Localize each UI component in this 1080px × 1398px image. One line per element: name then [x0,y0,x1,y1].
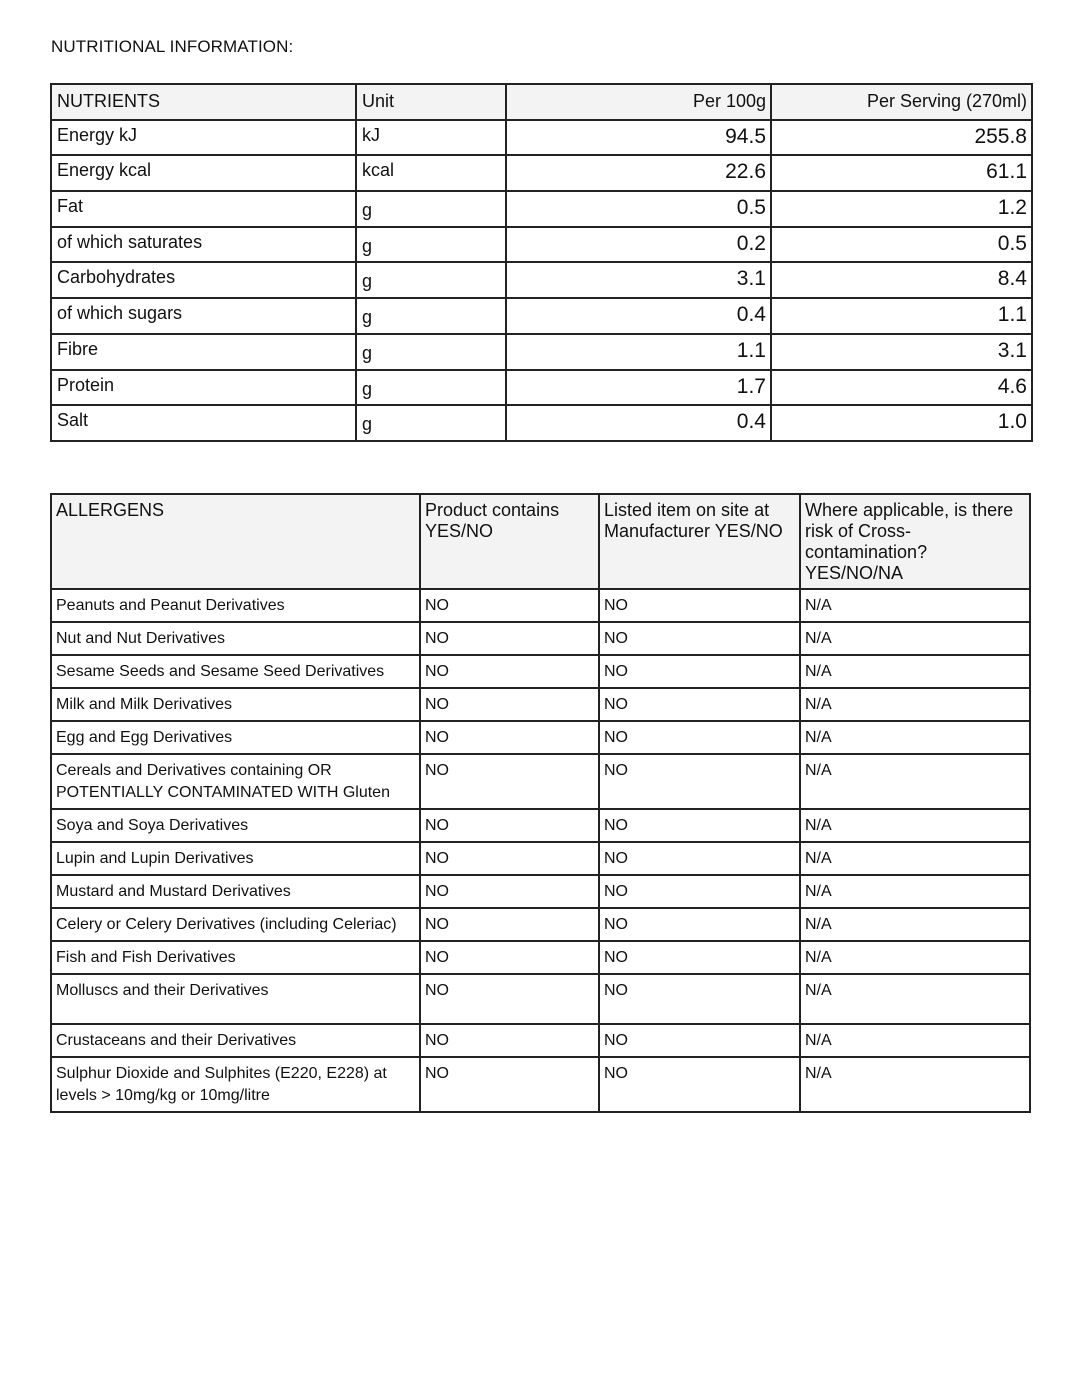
table-row [51,941,1030,974]
table-row [51,298,1032,334]
allergens-table [50,493,1031,1113]
nutrient-unit: g [356,191,506,227]
product-contains-value: NO [420,655,599,688]
allergen-name: Egg and Egg Derivatives [51,721,420,754]
per-serving-value: 255.8 [771,120,1032,156]
table-row [51,875,1030,908]
listed-on-site-header: Listed item on site at Manufacturer YES/NO [599,494,800,589]
nutrient-name: of which saturates [51,227,356,263]
cross-contamination-value: N/A [800,589,1030,622]
cross-contamination-value: N/A [800,941,1030,974]
allergens-header: ALLERGENS [51,494,420,589]
table-row [51,688,1030,721]
nutrient-name: Fibre [51,334,356,370]
nutrient-name: Protein [51,370,356,406]
nutrient-unit: g [356,227,506,263]
table-row [51,655,1030,688]
listed-on-site-value: NO [599,842,800,875]
nutrition-header-row [51,84,1032,120]
table-row [51,334,1032,370]
cross-contamination-value: N/A [800,842,1030,875]
nutrient-unit: g [356,405,506,441]
allergens-header-row [51,494,1030,589]
cross-contamination-value: N/A [800,721,1030,754]
nutrient-unit: kJ [356,120,506,156]
cross-contamination-value: N/A [800,1024,1030,1057]
allergen-name: Soya and Soya Derivatives [51,809,420,842]
table-row [51,589,1030,622]
nutrition-table [50,83,1033,442]
per-serving-header: Per Serving (270ml) [771,84,1032,120]
allergen-name: Milk and Milk Derivatives [51,688,420,721]
per-serving-value: 1.2 [771,191,1032,227]
per-serving-value: 1.1 [771,298,1032,334]
listed-on-site-value: NO [599,941,800,974]
per-serving-value: 61.1 [771,155,1032,191]
per-100g-header: Per 100g [506,84,771,120]
table-row [51,370,1032,406]
table-row [51,721,1030,754]
nutrient-name: Salt [51,405,356,441]
per-100g-value: 1.1 [506,334,771,370]
cross-contamination-value: N/A [800,655,1030,688]
cross-contamination-value: N/A [800,809,1030,842]
product-contains-value: NO [420,974,599,1024]
allergen-name: Nut and Nut Derivatives [51,622,420,655]
nutrient-name: of which sugars [51,298,356,334]
allergen-name: Peanuts and Peanut Derivatives [51,589,420,622]
listed-on-site-value: NO [599,974,800,1024]
allergen-name: Celery or Celery Derivatives (including Celeriac) [51,908,420,941]
table-row [51,155,1032,191]
per-100g-value: 94.5 [506,120,771,156]
allergen-name: Cereals and Derivatives containing OR POTENTIALLY CONTAMINATED WITH Gluten [51,754,420,809]
allergen-name: Crustaceans and their Derivatives [51,1024,420,1057]
nutrient-name: Fat [51,191,356,227]
allergen-name: Molluscs and their Derivatives [51,974,420,1024]
nutrient-unit: g [356,262,506,298]
table-row [51,1024,1030,1057]
per-100g-value: 0.5 [506,191,771,227]
table-row [51,120,1032,156]
table-row [51,405,1032,441]
listed-on-site-value: NO [599,589,800,622]
product-contains-value: NO [420,1057,599,1112]
listed-on-site-value: NO [599,1057,800,1112]
table-row [51,908,1030,941]
product-contains-value: NO [420,622,599,655]
cross-contamination-value: N/A [800,1057,1030,1112]
cross-contamination-value: N/A [800,875,1030,908]
cross-contamination-value: N/A [800,622,1030,655]
allergen-name: Mustard and Mustard Derivatives [51,875,420,908]
product-contains-value: NO [420,589,599,622]
page-heading: NUTRITIONAL INFORMATION: [51,37,294,56]
cross-contamination-value: N/A [800,754,1030,809]
allergen-name: Sesame Seeds and Sesame Seed Derivatives [51,655,420,688]
listed-on-site-value: NO [599,875,800,908]
product-contains-value: NO [420,754,599,809]
per-100g-value: 0.4 [506,405,771,441]
cross-contamination-value: N/A [800,688,1030,721]
nutrient-name: Energy kcal [51,155,356,191]
per-serving-value: 3.1 [771,334,1032,370]
table-row [51,262,1032,298]
table-row [51,974,1030,1024]
table-row [51,1057,1030,1112]
nutrient-unit: g [356,298,506,334]
listed-on-site-value: NO [599,721,800,754]
table-row [51,191,1032,227]
per-serving-value: 8.4 [771,262,1032,298]
listed-on-site-value: NO [599,754,800,809]
table-row [51,227,1032,263]
product-contains-value: NO [420,842,599,875]
nutrient-name: Carbohydrates [51,262,356,298]
product-contains-value: NO [420,688,599,721]
cross-contamination-header: Where applicable, is there risk of Cross-contamination? YES/NO/NA [800,494,1030,589]
product-contains-value: NO [420,908,599,941]
allergen-name: Sulphur Dioxide and Sulphites (E220, E228) at levels > 10mg/kg or 10mg/litre [51,1057,420,1112]
unit-header: Unit [356,84,506,120]
product-contains-header: Product contains YES/NO [420,494,599,589]
nutrient-unit: g [356,334,506,370]
table-row [51,622,1030,655]
table-row [51,754,1030,809]
allergen-name: Lupin and Lupin Derivatives [51,842,420,875]
nutrients-header: NUTRIENTS [51,84,356,120]
product-contains-value: NO [420,941,599,974]
per-100g-value: 1.7 [506,370,771,406]
per-100g-value: 22.6 [506,155,771,191]
product-contains-value: NO [420,875,599,908]
nutrient-name: Energy kJ [51,120,356,156]
listed-on-site-value: NO [599,688,800,721]
per-serving-value: 0.5 [771,227,1032,263]
per-serving-value: 1.0 [771,405,1032,441]
per-100g-value: 0.2 [506,227,771,263]
per-serving-value: 4.6 [771,370,1032,406]
listed-on-site-value: NO [599,809,800,842]
cross-contamination-value: N/A [800,974,1030,1024]
product-contains-value: NO [420,721,599,754]
listed-on-site-value: NO [599,655,800,688]
per-100g-value: 0.4 [506,298,771,334]
nutrient-unit: g [356,370,506,406]
listed-on-site-value: NO [599,1024,800,1057]
cross-contamination-value: N/A [800,908,1030,941]
listed-on-site-value: NO [599,622,800,655]
table-row [51,842,1030,875]
allergen-name: Fish and Fish Derivatives [51,941,420,974]
nutrient-unit: kcal [356,155,506,191]
product-contains-value: NO [420,1024,599,1057]
per-100g-value: 3.1 [506,262,771,298]
table-row [51,809,1030,842]
product-contains-value: NO [420,809,599,842]
listed-on-site-value: NO [599,908,800,941]
